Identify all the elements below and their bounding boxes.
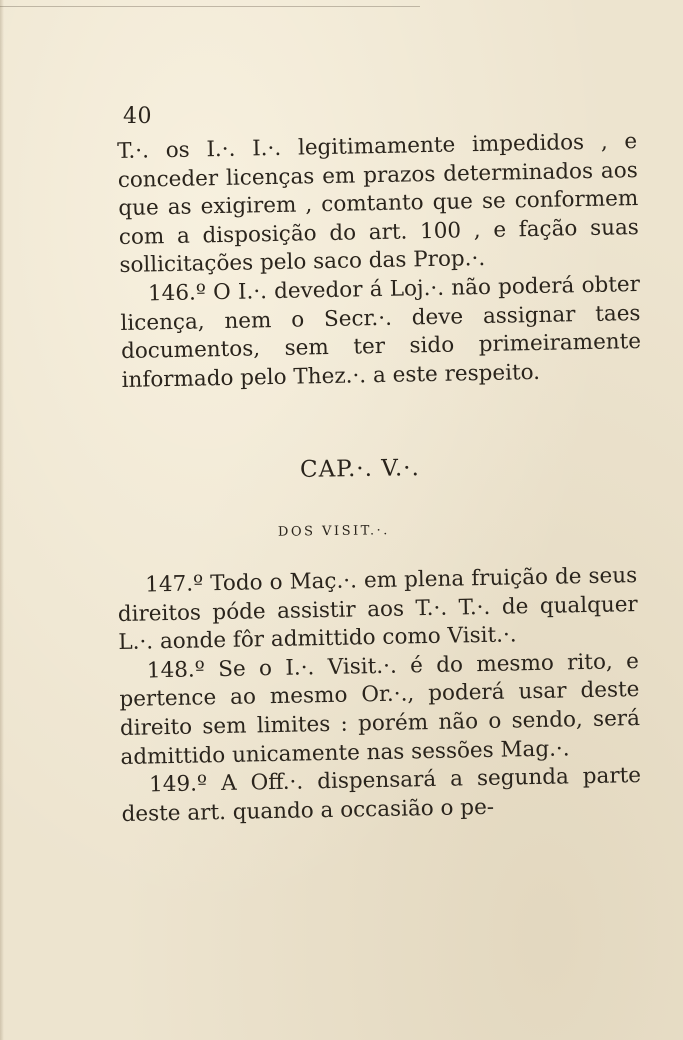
page-number: 40 — [123, 104, 152, 129]
paragraph-146: 146.º O I.·. devedor á Loj.·. não poderá obter licença, nem o Secr.·. deve assignar taes documentos, sem ter sido primeiramente informado pelo Thez.·. a este respeito. — [120, 271, 642, 393]
chapter-subheading: DOS VISIT.·. — [277, 523, 390, 540]
paragraph-149: 149.º A Off.·. dispensará a segunda parte deste art. quando a occasião o pe- — [121, 763, 642, 827]
text-block-top — [117, 128, 642, 395]
paragraph-continuation: T.·. os I.·. I.·. legitimamente impedidos , e conceder licenças em prazos determinados aos que as exigirem , comtanto que se conformem com a disposição do art. 100 , e fação suas sollicitações pelo saco das Prop.·. — [117, 129, 640, 279]
page-left-edge — [0, 0, 4, 1040]
page-top-edge — [0, 0, 420, 7]
paragraph-148: 148.º Se o I.·. Visit.·. é do mesmo rito, e pertence ao mesmo Or.·., poderá usar deste direito sem limites : porém não o sendo, será admittido unicamente nas sessões Mag.·. — [119, 648, 641, 770]
paragraph-147: 147.º Todo o Maç.·. em plena fruição de seus direitos póde assistir aos T.·. T.·. de qualquer L.·. aonde fôr admittido como Visit.·. — [117, 563, 638, 656]
chapter-heading: CAP.·. V.·. — [299, 455, 420, 483]
text-block-bottom — [117, 562, 642, 829]
